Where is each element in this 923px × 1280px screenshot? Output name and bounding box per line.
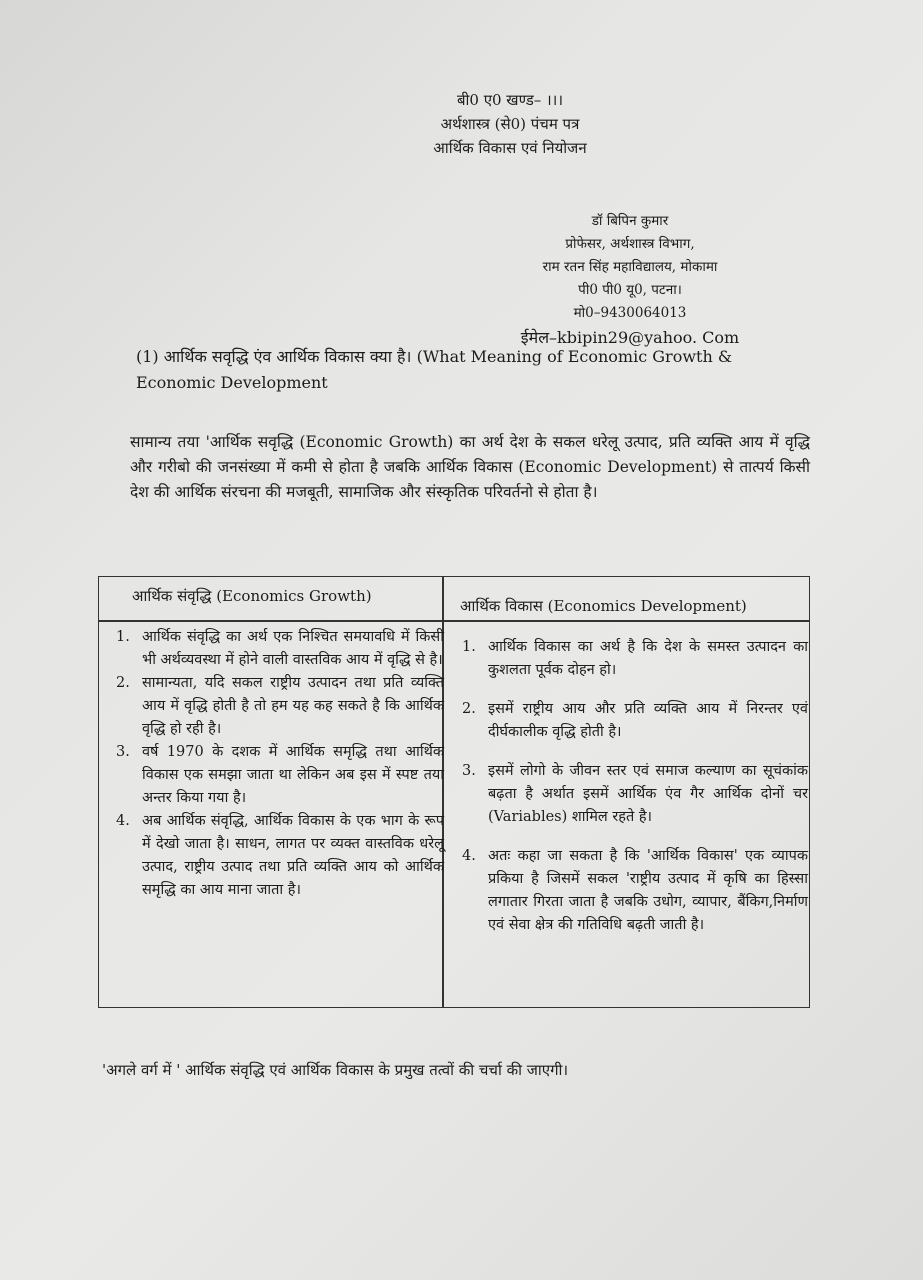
table-header-growth: आर्थिक संवृद्धि (Economics Growth)	[132, 587, 372, 605]
author-university: पी0 पी0 यू0, पटना।	[578, 282, 682, 298]
table-header-development: आर्थिक विकास (Economics Development)	[460, 597, 747, 615]
heading-line-3: आर्थिक विकास एवं नियोजन	[433, 139, 587, 157]
item-number: 4.	[462, 848, 476, 864]
author-college: राम रतन सिंह महाविद्यालय, मोकामा	[542, 259, 718, 275]
list-item	[116, 810, 444, 902]
item-number: 3.	[462, 763, 476, 779]
list-item	[462, 845, 808, 937]
author-mobile: मो0–9430064013	[573, 305, 687, 321]
intro-paragraph: सामान्य तया 'आर्थिक सवृद्धि (Economic Growth) का अर्थ देश के सकल धरेलू उत्पाद, प्रति व्यक्ति आय में वृद्धि और गरीबो की जनसंख्या में कमी से होता है जबकि आर्थिक विकास (Economic Development) से तात्पर्य किसी देश की आर्थिक संरचना की मजबूती, सामाजिक और संस्कृतिक परिवर्तनो से होता है।	[130, 433, 810, 501]
heading-line-1: बी0 ए0 खण्ड– ।।।	[456, 91, 564, 109]
item-text: इसमें लोगो के जीवन स्तर एवं समाज कल्याण का सूचंकांक बढ़ता है अर्थात इसमें आर्थिक एंव गैर आर्थिक दोनों चर (Variables) शामिल रहते है।	[488, 763, 808, 825]
item-number: 1.	[116, 629, 130, 645]
item-text: वर्ष 1970 के दशक में आर्थिक समृद्धि तथा आर्थिक विकास एक समझा जाता था लेकिन अब इस में स्पष्ट तया अन्तर किया गया है।	[142, 744, 444, 806]
list-item	[462, 698, 808, 744]
list-item	[116, 741, 444, 810]
development-points-list	[462, 636, 808, 953]
list-item	[116, 626, 444, 672]
question-text: (1) आर्थिक सवृद्धि एंव आर्थिक विकास क्या है। (What Meaning of Economic Growth & Economic Development	[136, 347, 733, 392]
table-header-divider	[98, 620, 810, 622]
growth-points-list	[116, 626, 444, 902]
item-text: अतः कहा जा सकता है कि 'आर्थिक विकास' एक व्यापक प्रकिया है जिसमें सकल 'राष्ट्रीय उत्पाद में कृषि का हिस्सा लगातार गिरता जाता है जबकि उधोग, व्यापार, बैंकिग,निर्माण एवं सेवा क्षेत्र की गतिविधि बढ़ती जाती है।	[488, 848, 808, 933]
author-name: डॉ बिपिन कुमार	[591, 213, 669, 229]
item-number: 1.	[462, 639, 476, 655]
footer-note: 'अगले वर्ग में ' आर्थिक संवृद्धि एवं आर्थिक विकास के प्रमुख तत्वों की चर्चा की जाएगी।	[102, 1061, 569, 1079]
item-text: इसमें राष्ट्रीय आय और प्रति व्यक्ति आय में निरन्तर एवं दीर्घकालीक वृद्धि होती है।	[488, 701, 808, 740]
item-text: अब आर्थिक संवृद्धि, आर्थिक विकास के एक भाग के रूप में देखो जाता है। साधन, लागत पर व्यक्त वास्तविक धरेलू उत्पाद, राष्ट्रीय उत्पाद तथा प्रति व्यक्ति आय को आर्थिक समृद्धि का आय माना जाता है।	[142, 813, 444, 898]
item-text: आर्थिक संवृद्धि का अर्थ एक निश्चित समयावधि में किसी भी अर्थव्यवस्था में होने वाली वास्तविक आय में वृद्धि से है।	[142, 629, 444, 668]
heading-line-2: अर्थशास्त्र (से0) पंचम पत्र	[440, 115, 580, 133]
item-number: 2.	[116, 675, 130, 691]
author-block	[480, 210, 780, 349]
list-item	[462, 636, 808, 682]
item-number: 4.	[116, 813, 130, 829]
list-item	[116, 672, 444, 741]
item-number: 3.	[116, 744, 130, 760]
author-designation: प्रोफेसर, अर्थशास्त्र विभाग,	[565, 236, 695, 252]
list-item	[462, 760, 808, 829]
item-number: 2.	[462, 701, 476, 717]
author-email: ईमेल–kbipin29@yahoo. Com	[520, 328, 740, 347]
item-text: आर्थिक विकास का अर्थ है कि देश के समस्त उत्पादन का कुशलता पूर्वक दोहन हो।	[488, 639, 808, 678]
document-heading	[300, 88, 720, 160]
item-text: सामान्यता, यदि सकल राष्ट्रीय उत्पादन तथा प्रति व्यक्ति आय में वृद्धि होती है तो हम यह कह सकते है कि आर्थिक वृद्धि हो रही है।	[142, 675, 444, 737]
